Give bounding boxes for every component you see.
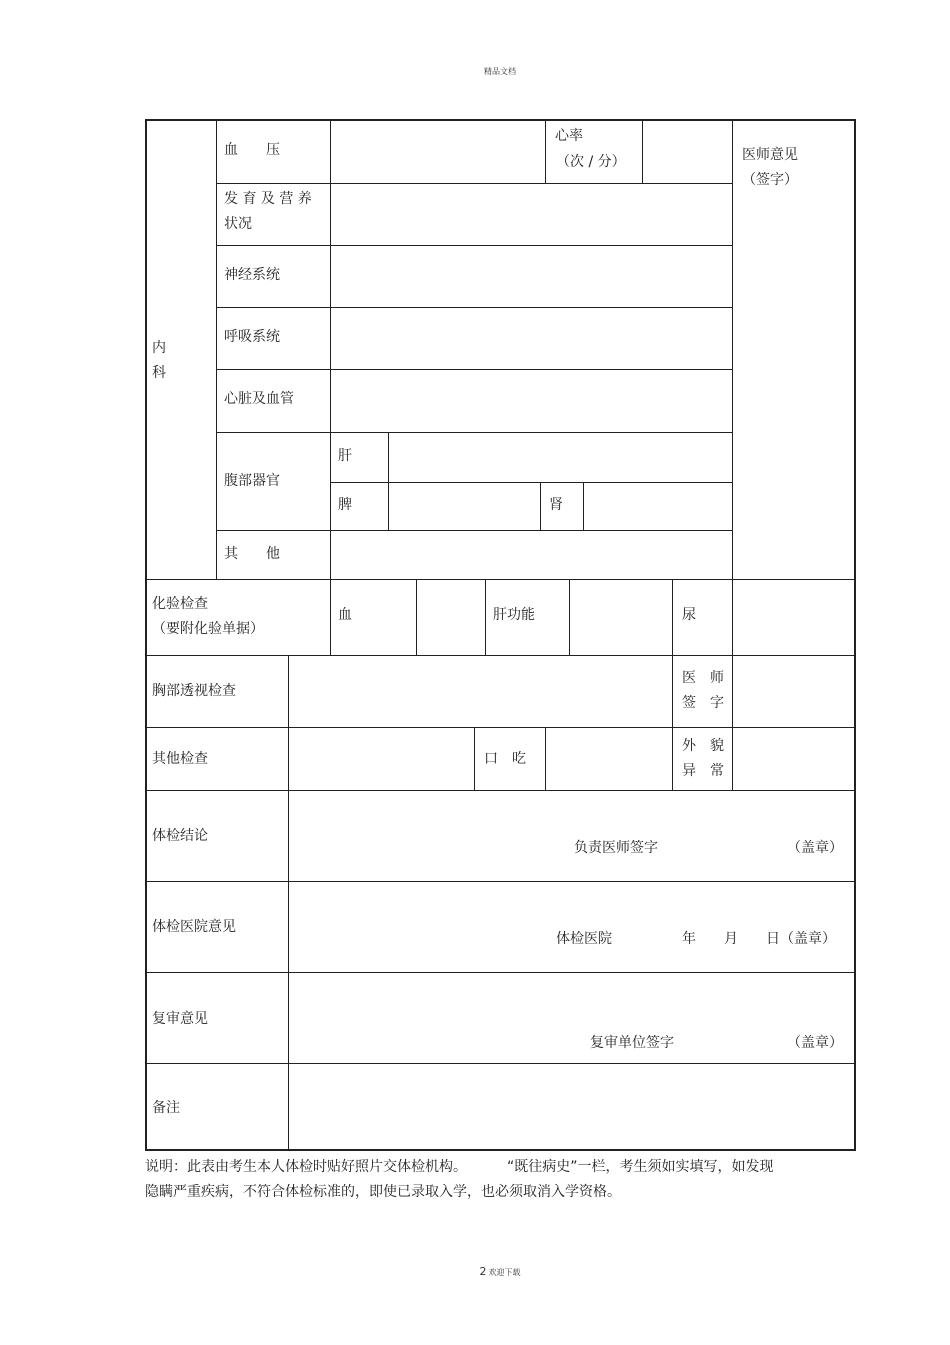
page-footer: [0, 1260, 950, 1279]
footnote: [145, 1155, 865, 1205]
conclusion-sign-label: 负责医师签字: [574, 840, 658, 856]
blood-pressure-label: 血 压: [224, 142, 280, 158]
table-border-top: [145, 119, 856, 121]
section-neike-1: 内: [152, 340, 166, 356]
other-label: 其 他: [224, 546, 280, 562]
lab-blood-label: 血: [338, 607, 352, 623]
doctor-sign-label: （签字）: [742, 172, 798, 188]
hospital-name-label: 体检医院: [556, 931, 612, 947]
conclusion-label: 体检结论: [152, 828, 208, 844]
footnote-line-2: 隐瞒严重疾病，不符合体检标准的，即使已录取入学，也必须取消入学资格。: [145, 1184, 621, 1200]
appearance-abnormal-label: 异 常: [682, 763, 724, 779]
footer-text: 欢迎下载: [488, 1268, 521, 1277]
table-border-right: [854, 119, 856, 1151]
page-header: 精品文档: [484, 67, 516, 76]
hospital-label: 体检医院意见: [152, 919, 236, 935]
review-label: 复审意见: [152, 1011, 208, 1027]
lab-urine-label: 尿: [682, 607, 696, 623]
other-exam-label: 其他检查: [152, 751, 208, 767]
hospital-date-label: 年 月 日（盖章）: [682, 931, 836, 947]
review-stamp-label: （盖章）: [787, 1035, 843, 1051]
heart-label: 心脏及血管: [224, 391, 294, 407]
spleen-label: 脾: [338, 497, 352, 513]
respiratory-label: 呼吸系统: [224, 329, 280, 345]
page-number: 2: [479, 1265, 487, 1278]
heart-rate-field[interactable]: [646, 124, 728, 180]
chest-doctor-label: 医 师: [682, 670, 724, 686]
abdomen-label: 腹部器官: [224, 473, 280, 489]
remark-label: 备注: [152, 1100, 180, 1116]
chest-sign-label: 签 字: [682, 695, 724, 711]
footnote-line-1: 说明：此表由考生本人体检时贴好照片交体检机构。 “既往病史”一栏，考生须如实填写，如发现: [145, 1159, 774, 1175]
stutter-label: 口 吃: [484, 751, 526, 767]
blood-pressure-field[interactable]: [340, 124, 540, 180]
doctor-opinion-label: 医师意见: [742, 147, 798, 163]
table-border-left: [145, 119, 147, 1151]
development-label: 发 育 及 营 养: [224, 191, 312, 207]
liver-label: 肝: [338, 448, 352, 464]
review-sign-label: 复审单位签字: [590, 1035, 674, 1051]
heart-rate-label: 心率: [555, 128, 583, 144]
chest-label: 胸部透视检查: [152, 683, 236, 699]
appearance-label: 外 貌: [682, 738, 724, 754]
lab-label: 化验检查: [152, 596, 208, 612]
kidney-label: 肾: [549, 497, 563, 513]
lab-liver-func-label: 肝功能: [493, 607, 535, 623]
table-border-bottom: [145, 1149, 856, 1151]
lab-label-2: （要附化验单据）: [152, 621, 264, 637]
nervous-label: 神经系统: [224, 267, 280, 283]
conclusion-stamp-label: （盖章）: [787, 840, 843, 856]
section-neike-2: 科: [152, 365, 166, 381]
development-label-2: 状况: [224, 216, 252, 232]
heart-rate-unit: （次 / 分）: [556, 154, 626, 170]
